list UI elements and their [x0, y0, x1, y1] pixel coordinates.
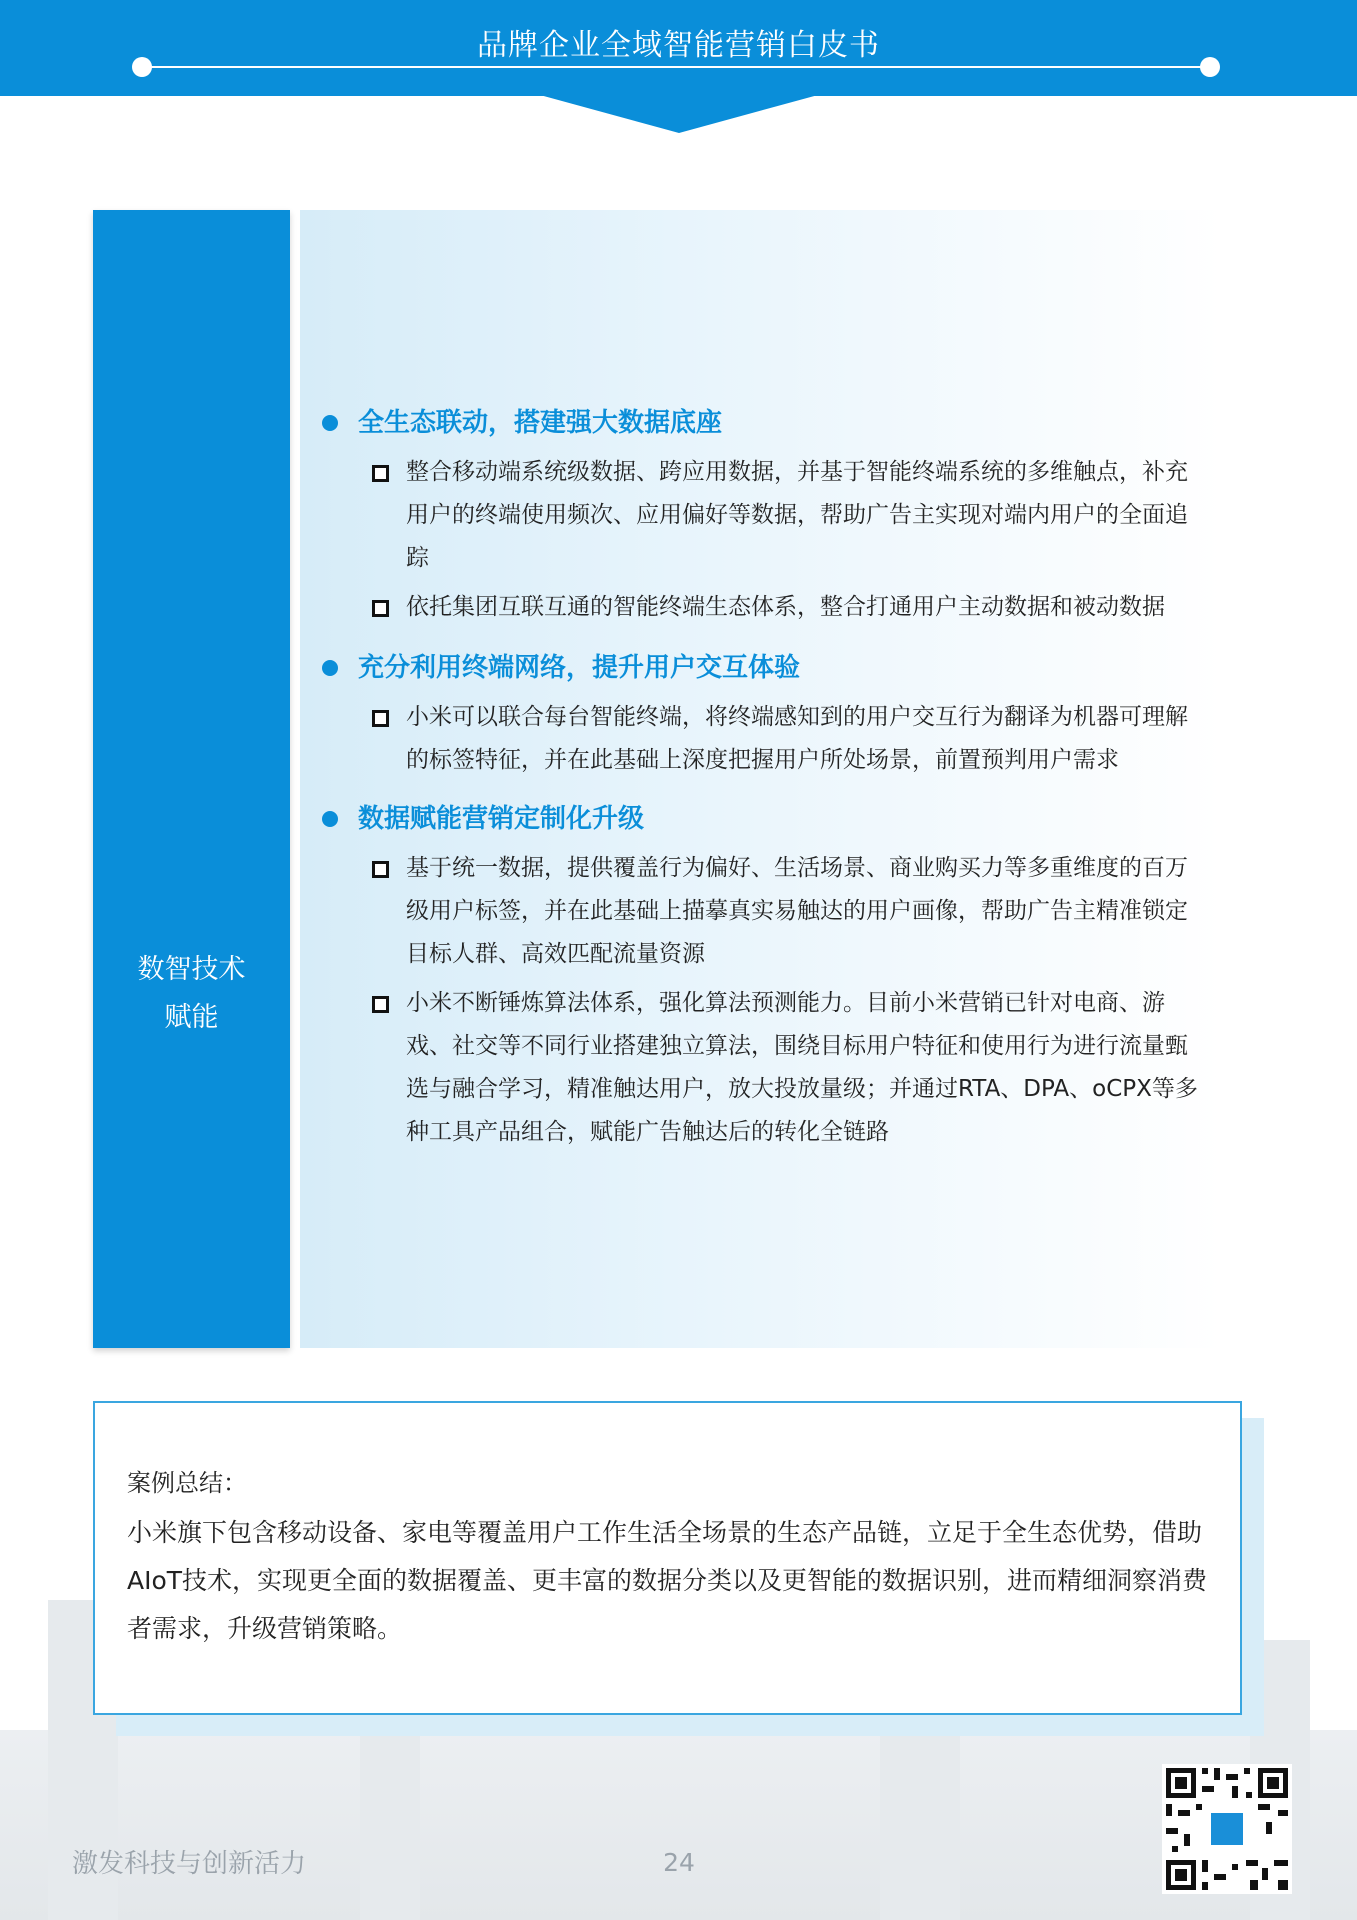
- case-summary-box: [93, 1401, 1242, 1715]
- section-data-empowerment: [322, 797, 1222, 1154]
- list-item-text: 小米不断锤炼算法体系，强化算法预测能力。目前小米营销已针对电商、游戏、社交等不同行业搭建独立算法，围绕目标用户特征和使用行为进行流量甄选与融合学习，精准触达用户，放大投放量级；并通过RTA、DPA、oCPX等多种工具产品组合，赋能广告触达后的转化全链路: [406, 990, 1198, 1145]
- qr-code-icon: [1162, 1764, 1292, 1894]
- footer-slogan: 激发科技与创新活力: [72, 1849, 307, 1879]
- document-title: 品牌企业全域智能营销白皮书: [477, 28, 880, 63]
- square-bullet-icon: [372, 465, 389, 482]
- section-title: 全生态联动，搭建强大数据底座: [358, 408, 723, 438]
- list-item: [372, 696, 1206, 782]
- list-item: [372, 451, 1206, 580]
- side-label-line2: 赋能: [164, 1002, 219, 1033]
- side-label-line1: 数智技术: [137, 954, 246, 985]
- header-dot-left: [132, 57, 152, 77]
- header-notch: [540, 95, 818, 133]
- summary-text: 小米旗下包含移动设备、家电等覆盖用户工作生活全场景的生态产品链，立足于全生态优势，借助AIoT技术，实现更全面的数据覆盖、更丰富的数据分类以及更智能的数据识别，进而精细洞察消费者需求，升级营销策略。: [127, 1518, 1208, 1643]
- section-terminal-network: [322, 646, 1222, 782]
- bullet-dot-icon: [322, 660, 338, 676]
- square-bullet-icon: [372, 600, 389, 617]
- section-title: 数据赋能营销定制化升级: [358, 804, 645, 834]
- side-category-label: [93, 946, 290, 1042]
- header-divider: [142, 66, 1210, 68]
- side-category-bar: [93, 210, 290, 1348]
- header-dot-right: [1200, 57, 1220, 77]
- page-header: [0, 0, 1357, 96]
- section-header: [322, 797, 1222, 841]
- list-item-text: 小米可以联合每台智能终端，将终端感知到的用户交互行为翻译为机器可理解的标签特征，并在此基础上深度把握用户所处场景，前置预判用户需求: [406, 704, 1188, 773]
- list-item-text: 依托集团互联互通的智能终端生态体系，整合打通用户主动数据和被动数据: [406, 594, 1165, 620]
- summary-heading: 案例总结：: [127, 1469, 247, 1497]
- page-number: 24: [663, 1848, 695, 1877]
- bullet-dot-icon: [322, 415, 338, 431]
- square-bullet-icon: [372, 710, 389, 727]
- list-item: [372, 847, 1206, 976]
- section-header: [322, 646, 1222, 690]
- section-ecosystem: [322, 401, 1222, 629]
- list-item: [372, 586, 1206, 629]
- list-item-text: 基于统一数据，提供覆盖行为偏好、生活场景、商业购买力等多重维度的百万级用户标签，并在此基础上描摹真实易触达的用户画像，帮助广告主精准锁定目标人群、高效匹配流量资源: [406, 855, 1188, 967]
- section-title: 充分利用终端网络，提升用户交互体验: [358, 653, 801, 683]
- list-item-text: 整合移动端系统级数据、跨应用数据，并基于智能终端系统的多维触点，补充用户的终端使用频次、应用偏好等数据，帮助广告主实现对端内用户的全面追踪: [406, 459, 1188, 571]
- square-bullet-icon: [372, 861, 389, 878]
- footer-background: [0, 1730, 1357, 1920]
- square-bullet-icon: [372, 996, 389, 1013]
- section-header: [322, 401, 1222, 445]
- list-item: [372, 982, 1206, 1154]
- bullet-dot-icon: [322, 811, 338, 827]
